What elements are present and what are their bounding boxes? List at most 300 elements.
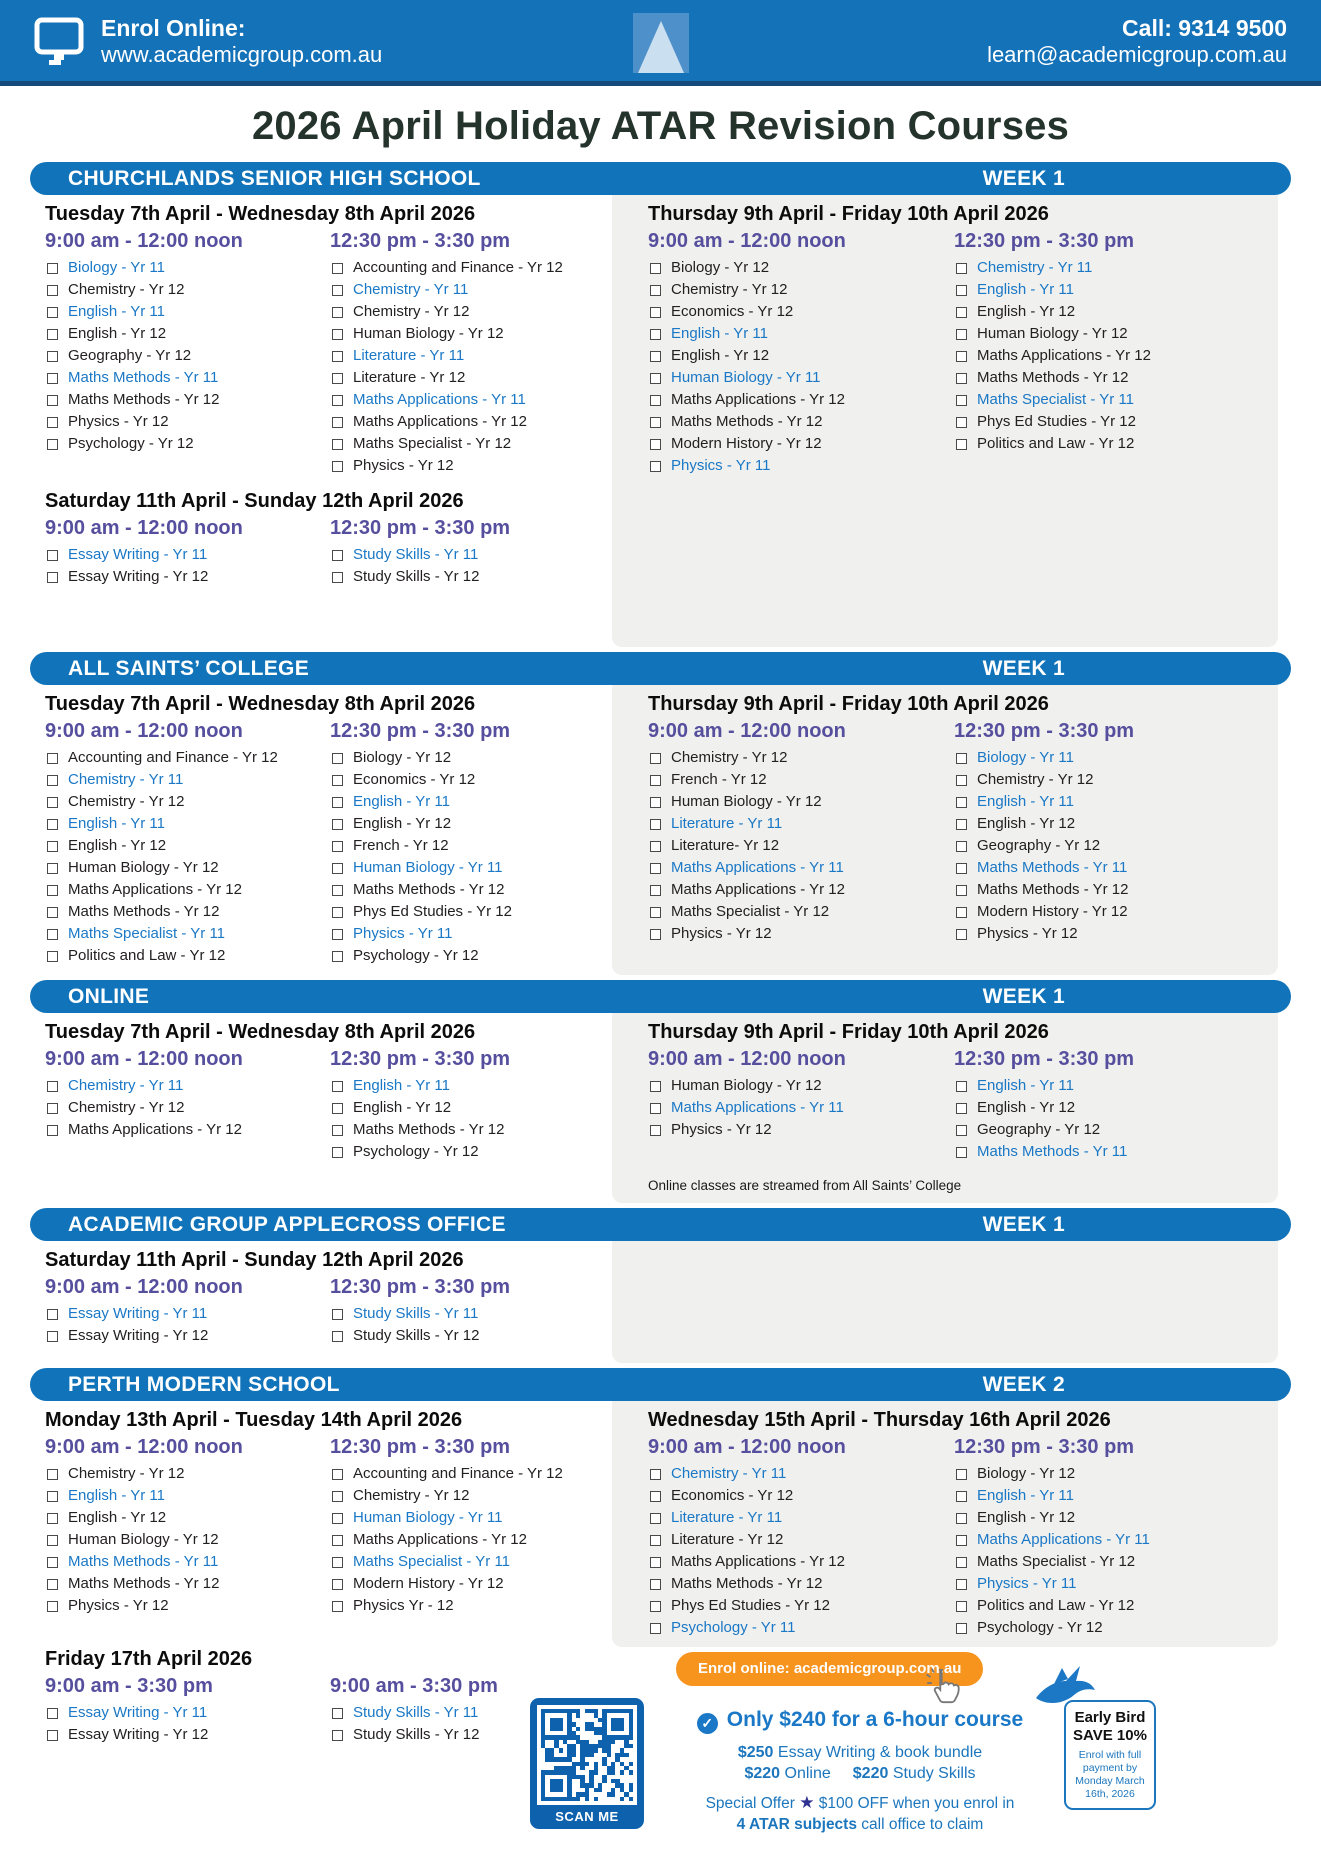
course-checkbox[interactable] — [332, 1081, 343, 1092]
course-checkbox[interactable] — [650, 819, 661, 830]
qr-module — [629, 1797, 633, 1801]
course-checkbox[interactable] — [332, 263, 343, 274]
enrol-online-button[interactable]: Enrol online: academicgroup.com.au — [676, 1652, 983, 1686]
hand-cursor-icon — [922, 1666, 964, 1708]
course-label: Geography - Yr 12 — [977, 837, 1101, 854]
course-checkbox[interactable] — [650, 461, 661, 472]
course-label: Maths Specialist - Yr 11 — [353, 1553, 511, 1570]
course-item — [648, 1595, 946, 1617]
course-label: Politics and Law - Yr 12 — [977, 435, 1135, 452]
course-item — [954, 923, 1262, 945]
course-item — [330, 1595, 602, 1617]
course-checkbox[interactable] — [956, 1469, 967, 1480]
schedule-column — [330, 719, 602, 967]
course-item — [45, 945, 322, 967]
course-checkbox[interactable] — [956, 1623, 967, 1634]
course-item — [954, 857, 1262, 879]
course-label: Literature- Yr 12 — [671, 837, 780, 854]
course-label: Maths Applications - Yr 12 — [68, 881, 242, 898]
course-checkbox[interactable] — [47, 753, 58, 764]
course-checkbox[interactable] — [47, 373, 58, 384]
course-label: Maths Specialist - Yr 12 — [977, 1553, 1136, 1570]
course-label: Modern History - Yr 12 — [353, 1575, 504, 1592]
course-checkbox[interactable] — [650, 1579, 661, 1590]
section-name: ONLINE — [68, 984, 150, 1008]
course-checkbox[interactable] — [956, 1147, 967, 1158]
course-checkbox[interactable] — [650, 329, 661, 340]
course-checkbox[interactable] — [47, 775, 58, 786]
course-checkbox[interactable] — [332, 1601, 343, 1612]
course-checkbox[interactable] — [47, 417, 58, 428]
course-item — [45, 901, 322, 923]
course-item — [330, 1119, 602, 1141]
course-checkbox[interactable] — [332, 285, 343, 296]
course-checkbox[interactable] — [650, 417, 661, 428]
course-item — [954, 301, 1262, 323]
course-item — [648, 301, 946, 323]
course-checkbox[interactable] — [47, 572, 58, 583]
course-checkbox[interactable] — [332, 753, 343, 764]
right-block — [648, 692, 1262, 945]
course-checkbox[interactable] — [47, 797, 58, 808]
course-checkbox[interactable] — [650, 1513, 661, 1524]
price-lines — [640, 1742, 1080, 1784]
week-label: WEEK 1 — [982, 656, 1065, 680]
course-label: Maths Methods - Yr 12 — [671, 413, 823, 430]
course-item — [954, 1485, 1262, 1507]
course-item — [954, 879, 1262, 901]
course-item — [648, 257, 946, 279]
left-block — [45, 1647, 602, 1746]
course-item — [648, 1075, 946, 1097]
course-checkbox[interactable] — [956, 417, 967, 428]
schedule-columns — [648, 229, 1262, 477]
schedule-columns — [45, 719, 602, 967]
header-bar — [0, 0, 1321, 86]
study-text: Study Skills — [892, 1765, 976, 1782]
monitor-icon — [34, 16, 86, 66]
course-checkbox[interactable] — [332, 351, 343, 362]
course-checkbox[interactable] — [650, 395, 661, 406]
course-checkbox[interactable] — [650, 929, 661, 940]
course-checkbox[interactable] — [332, 1579, 343, 1590]
academic-group-logo — [633, 13, 689, 73]
course-checkbox[interactable] — [956, 285, 967, 296]
course-label: Accounting and Finance - Yr 12 — [353, 259, 563, 276]
course-label: Maths Methods - Yr 12 — [68, 1575, 220, 1592]
course-checkbox[interactable] — [47, 1730, 58, 1741]
course-checkbox[interactable] — [650, 373, 661, 384]
course-checkbox[interactable] — [956, 1491, 967, 1502]
course-checkbox[interactable] — [650, 1491, 661, 1502]
course-label: Geography - Yr 12 — [68, 347, 192, 364]
course-item — [45, 813, 322, 835]
course-checkbox[interactable] — [332, 1730, 343, 1741]
course-item — [648, 769, 946, 791]
study-price: $220 — [852, 1765, 889, 1782]
course-checkbox[interactable] — [47, 1081, 58, 1092]
date-heading: Thursday 9th April - Friday 10th April 2026 — [648, 693, 1049, 715]
course-checkbox[interactable] — [956, 885, 967, 896]
course-checkbox[interactable] — [650, 1535, 661, 1546]
offer-bold: 4 ATAR subjects — [736, 1816, 857, 1833]
course-checkbox[interactable] — [650, 841, 661, 852]
course-label: Politics and Law - Yr 12 — [68, 947, 226, 964]
course-label: English - Yr 12 — [68, 837, 167, 854]
course-checkbox[interactable] — [956, 863, 967, 874]
course-label: English - Yr 12 — [68, 1509, 167, 1526]
course-item — [330, 901, 602, 923]
course-checkbox[interactable] — [47, 907, 58, 918]
online-note: Online classes are streamed from All Saints’ College — [648, 1178, 962, 1193]
course-checkbox[interactable] — [47, 263, 58, 274]
course-checkbox[interactable] — [650, 1469, 661, 1480]
course-label: English - Yr 12 — [671, 347, 770, 364]
section-name: CHURCHLANDS SENIOR HIGH SCHOOL — [68, 166, 481, 190]
course-item — [45, 411, 322, 433]
course-label: Essay Writing - Yr 12 — [68, 568, 209, 585]
course-label: Human Biology - Yr 12 — [671, 1077, 822, 1094]
course-item — [954, 769, 1262, 791]
course-checkbox[interactable] — [956, 1125, 967, 1136]
date-heading: Thursday 9th April - Friday 10th April 2026 — [648, 203, 1049, 225]
course-checkbox[interactable] — [47, 1535, 58, 1546]
course-item — [45, 1119, 322, 1141]
schedule-column — [648, 1435, 946, 1639]
course-checkbox[interactable] — [332, 951, 343, 962]
course-checkbox[interactable] — [47, 351, 58, 362]
course-label: Psychology - Yr 12 — [977, 1619, 1103, 1636]
course-label: Chemistry - Yr 11 — [68, 1077, 184, 1094]
course-checkbox[interactable] — [956, 1103, 967, 1114]
course-checkbox[interactable] — [956, 841, 967, 852]
course-label: Maths Applications - Yr 12 — [353, 1531, 527, 1548]
course-item — [954, 1595, 1262, 1617]
course-checkbox[interactable] — [47, 1309, 58, 1320]
course-label: Human Biology - Yr 12 — [671, 793, 822, 810]
course-checkbox[interactable] — [332, 885, 343, 896]
course-label: Human Biology - Yr 12 — [977, 325, 1128, 342]
course-label: Maths Methods - Yr 12 — [977, 369, 1129, 386]
course-label: Phys Ed Studies - Yr 12 — [671, 1597, 830, 1614]
course-label: Study Skills - Yr 12 — [353, 1327, 480, 1344]
course-checkbox[interactable] — [332, 550, 343, 561]
course-label: Maths Methods - Yr 12 — [353, 881, 505, 898]
course-checkbox[interactable] — [956, 929, 967, 940]
course-label: English - Yr 11 — [671, 325, 768, 342]
course-label: Maths Methods - Yr 11 — [977, 859, 1128, 876]
course-checkbox[interactable] — [650, 1081, 661, 1092]
course-checkbox[interactable] — [956, 907, 967, 918]
course-checkbox[interactable] — [332, 1147, 343, 1158]
course-label: French - Yr 12 — [353, 837, 449, 854]
course-checkbox[interactable] — [47, 951, 58, 962]
course-item — [45, 1303, 322, 1325]
schedule-column — [954, 229, 1262, 455]
course-checkbox[interactable] — [47, 1331, 58, 1342]
course-checkbox[interactable] — [650, 863, 661, 874]
course-label: Accounting and Finance - Yr 12 — [68, 749, 278, 766]
course-checkbox[interactable] — [332, 797, 343, 808]
course-item — [648, 1485, 946, 1507]
course-checkbox[interactable] — [650, 1623, 661, 1634]
course-item — [648, 279, 946, 301]
course-item — [954, 1573, 1262, 1595]
date-heading: Thursday 9th April - Friday 10th April 2026 — [648, 1021, 1049, 1043]
course-label: Chemistry - Yr 12 — [671, 749, 788, 766]
course-checkbox[interactable] — [332, 1469, 343, 1480]
time-heading: 9:00 am - 12:00 noon — [45, 1276, 243, 1298]
course-item — [954, 389, 1262, 411]
offer-text: $100 OFF when you enrol in — [818, 1795, 1015, 1812]
course-checkbox[interactable] — [332, 373, 343, 384]
course-label: Chemistry - Yr 12 — [68, 1465, 185, 1482]
course-checkbox[interactable] — [956, 819, 967, 830]
course-label: English - Yr 11 — [977, 1077, 1074, 1094]
course-checkbox[interactable] — [956, 351, 967, 362]
section-online — [30, 980, 1291, 1203]
online-text: Online — [784, 1765, 831, 1782]
course-checkbox[interactable] — [650, 775, 661, 786]
course-checkbox[interactable] — [47, 1708, 58, 1719]
time-heading: 9:00 am - 12:00 noon — [45, 1436, 243, 1458]
course-label: Study Skills - Yr 12 — [353, 568, 480, 585]
course-checkbox[interactable] — [47, 1125, 58, 1136]
course-checkbox[interactable] — [332, 1557, 343, 1568]
course-checkbox[interactable] — [956, 373, 967, 384]
course-checkbox[interactable] — [47, 819, 58, 830]
course-checkbox[interactable] — [332, 329, 343, 340]
course-label: Physics - Yr 12 — [68, 413, 169, 430]
section-body — [30, 685, 1278, 975]
course-label: Human Biology - Yr 11 — [353, 859, 503, 876]
course-checkbox[interactable] — [332, 819, 343, 830]
course-label: Physics - Yr 12 — [68, 1597, 169, 1614]
course-label: Essay Writing - Yr 11 — [68, 1305, 208, 1322]
course-checkbox[interactable] — [956, 395, 967, 406]
course-item — [330, 367, 602, 389]
course-item — [648, 389, 946, 411]
course-checkbox[interactable] — [47, 863, 58, 874]
course-label: English - Yr 12 — [977, 1099, 1076, 1116]
section-left-panel — [30, 195, 612, 647]
course-item — [330, 345, 602, 367]
course-item — [954, 901, 1262, 923]
course-checkbox[interactable] — [47, 885, 58, 896]
course-label: Biology - Yr 12 — [353, 749, 452, 766]
course-checkbox[interactable] — [332, 1309, 343, 1320]
course-checkbox[interactable] — [332, 1513, 343, 1524]
course-checkbox[interactable] — [47, 329, 58, 340]
course-checkbox[interactable] — [650, 1601, 661, 1612]
left-block — [45, 489, 602, 588]
course-checkbox[interactable] — [47, 439, 58, 450]
course-checkbox[interactable] — [47, 1579, 58, 1590]
course-checkbox[interactable] — [332, 1535, 343, 1546]
course-checkbox[interactable] — [650, 307, 661, 318]
section-left-panel — [30, 1241, 612, 1363]
course-checkbox[interactable] — [47, 1513, 58, 1524]
course-label: English - Yr 11 — [977, 1487, 1074, 1504]
course-checkbox[interactable] — [332, 1125, 343, 1136]
course-checkbox[interactable] — [956, 797, 967, 808]
course-checkbox[interactable] — [332, 1331, 343, 1342]
course-checkbox[interactable] — [332, 417, 343, 428]
course-checkbox[interactable] — [650, 753, 661, 764]
course-checkbox[interactable] — [332, 395, 343, 406]
course-checkbox[interactable] — [650, 907, 661, 918]
course-item — [330, 1463, 602, 1485]
course-item — [954, 1507, 1262, 1529]
course-checkbox[interactable] — [956, 1601, 967, 1612]
course-checkbox[interactable] — [47, 550, 58, 561]
date-heading: Wednesday 15th April - Thursday 16th April 2026 — [648, 1409, 1111, 1431]
course-label: Essay Writing - Yr 11 — [68, 1704, 208, 1721]
course-checkbox[interactable] — [332, 461, 343, 472]
course-checkbox[interactable] — [47, 841, 58, 852]
course-item — [330, 945, 602, 967]
course-item — [954, 1551, 1262, 1573]
time-heading: 12:30 pm - 3:30 pm — [330, 1276, 511, 1298]
course-checkbox[interactable] — [956, 329, 967, 340]
course-checkbox[interactable] — [956, 1513, 967, 1524]
time-heading: 12:30 pm - 3:30 pm — [330, 517, 511, 539]
course-checkbox[interactable] — [47, 307, 58, 318]
course-checkbox[interactable] — [650, 885, 661, 896]
course-checkbox[interactable] — [332, 1708, 343, 1719]
course-checkbox[interactable] — [332, 1491, 343, 1502]
right-block — [648, 202, 1262, 477]
schedule-column — [954, 1435, 1262, 1639]
section-bar — [30, 980, 1291, 1013]
schedule-sections — [0, 162, 1321, 1754]
course-label: English - Yr 11 — [68, 815, 165, 832]
course-label: French - Yr 12 — [671, 771, 767, 788]
course-label: Human Biology - Yr 12 — [353, 325, 504, 342]
course-checkbox[interactable] — [956, 753, 967, 764]
course-checkbox[interactable] — [956, 307, 967, 318]
course-label: English - Yr 11 — [353, 1077, 450, 1094]
schedule-column — [330, 1275, 602, 1347]
course-item — [648, 411, 946, 433]
early-bird-body: Enrol with full payment by Monday March 16th, 2026 — [1075, 1749, 1145, 1800]
course-checkbox[interactable] — [956, 439, 967, 450]
left-block — [45, 1408, 602, 1617]
course-item — [45, 301, 322, 323]
course-label: Phys Ed Studies - Yr 12 — [353, 903, 512, 920]
course-checkbox[interactable] — [956, 1557, 967, 1568]
course-checkbox[interactable] — [332, 307, 343, 318]
time-heading: 9:00 am - 12:00 noon — [45, 517, 243, 539]
course-checkbox[interactable] — [650, 439, 661, 450]
price-headline — [640, 1708, 1080, 1734]
course-item — [45, 433, 322, 455]
offer-suffix: call office to claim — [861, 1816, 984, 1833]
course-checkbox[interactable] — [956, 1535, 967, 1546]
section-right-panel — [612, 195, 1278, 647]
course-item — [330, 433, 602, 455]
course-checkbox[interactable] — [956, 263, 967, 274]
course-item — [45, 389, 322, 411]
course-checkbox[interactable] — [47, 1469, 58, 1480]
course-label: English - Yr 12 — [977, 303, 1076, 320]
course-item — [954, 323, 1262, 345]
course-label: Psychology - Yr 12 — [68, 435, 194, 452]
course-checkbox[interactable] — [650, 1103, 661, 1114]
course-label: Politics and Law - Yr 12 — [977, 1597, 1135, 1614]
course-item — [45, 544, 322, 566]
bundle-text: Essay Writing & book bundle — [777, 1744, 983, 1761]
course-label: English - Yr 11 — [68, 303, 165, 320]
course-checkbox[interactable] — [47, 1491, 58, 1502]
course-checkbox[interactable] — [650, 285, 661, 296]
schedule-column — [954, 719, 1262, 945]
schedule-column — [330, 516, 602, 588]
course-checkbox[interactable] — [650, 263, 661, 274]
course-item — [954, 257, 1262, 279]
course-checkbox[interactable] — [650, 797, 661, 808]
course-checkbox[interactable] — [47, 1103, 58, 1114]
course-checkbox[interactable] — [47, 395, 58, 406]
schedule-columns — [45, 1674, 602, 1746]
course-label: Maths Applications - Yr 12 — [353, 413, 527, 430]
course-checkbox[interactable] — [332, 439, 343, 450]
week-label: WEEK 2 — [982, 1372, 1065, 1396]
course-checkbox[interactable] — [332, 841, 343, 852]
course-label: Maths Specialist - Yr 12 — [671, 903, 830, 920]
course-item — [648, 1507, 946, 1529]
course-checkbox[interactable] — [47, 285, 58, 296]
course-checkbox[interactable] — [650, 1557, 661, 1568]
course-label: Maths Methods - Yr 12 — [353, 1121, 505, 1138]
course-checkbox[interactable] — [650, 1125, 661, 1136]
course-label: Maths Methods - Yr 12 — [68, 903, 220, 920]
online-study-price-line — [640, 1763, 1080, 1784]
course-checkbox[interactable] — [956, 1579, 967, 1590]
course-checkbox[interactable] — [332, 863, 343, 874]
course-checkbox[interactable] — [332, 572, 343, 583]
course-label: Literature - Yr 12 — [353, 369, 466, 386]
course-label: Biology - Yr 12 — [671, 259, 770, 276]
course-item — [330, 455, 602, 477]
course-checkbox[interactable] — [332, 929, 343, 940]
section-left-panel — [30, 1013, 612, 1203]
course-checkbox[interactable] — [332, 1103, 343, 1114]
course-checkbox[interactable] — [47, 1601, 58, 1612]
schedule-column — [648, 1047, 946, 1141]
section-left-panel — [30, 1401, 612, 1754]
website-link[interactable]: www.academicgroup.com.au — [101, 41, 383, 67]
enrol-online-label: Enrol Online: — [101, 14, 246, 41]
qr-code[interactable] — [530, 1698, 644, 1829]
course-label: Study Skills - Yr 11 — [353, 1305, 479, 1322]
course-item — [45, 1485, 322, 1507]
week-label: WEEK 1 — [982, 166, 1065, 190]
course-checkbox[interactable] — [332, 775, 343, 786]
course-checkbox[interactable] — [650, 351, 661, 362]
course-item — [648, 879, 946, 901]
course-checkbox[interactable] — [47, 1557, 58, 1568]
course-checkbox[interactable] — [956, 775, 967, 786]
time-heading: 9:00 am - 12:00 noon — [648, 1436, 846, 1458]
course-checkbox[interactable] — [956, 1081, 967, 1092]
course-label: English - Yr 12 — [977, 1509, 1076, 1526]
course-checkbox[interactable] — [332, 907, 343, 918]
email-link[interactable]: learn@academicgroup.com.au — [987, 41, 1287, 67]
bundle-price-line — [640, 1742, 1080, 1763]
course-checkbox[interactable] — [47, 929, 58, 940]
course-label: Maths Specialist - Yr 11 — [68, 925, 226, 942]
